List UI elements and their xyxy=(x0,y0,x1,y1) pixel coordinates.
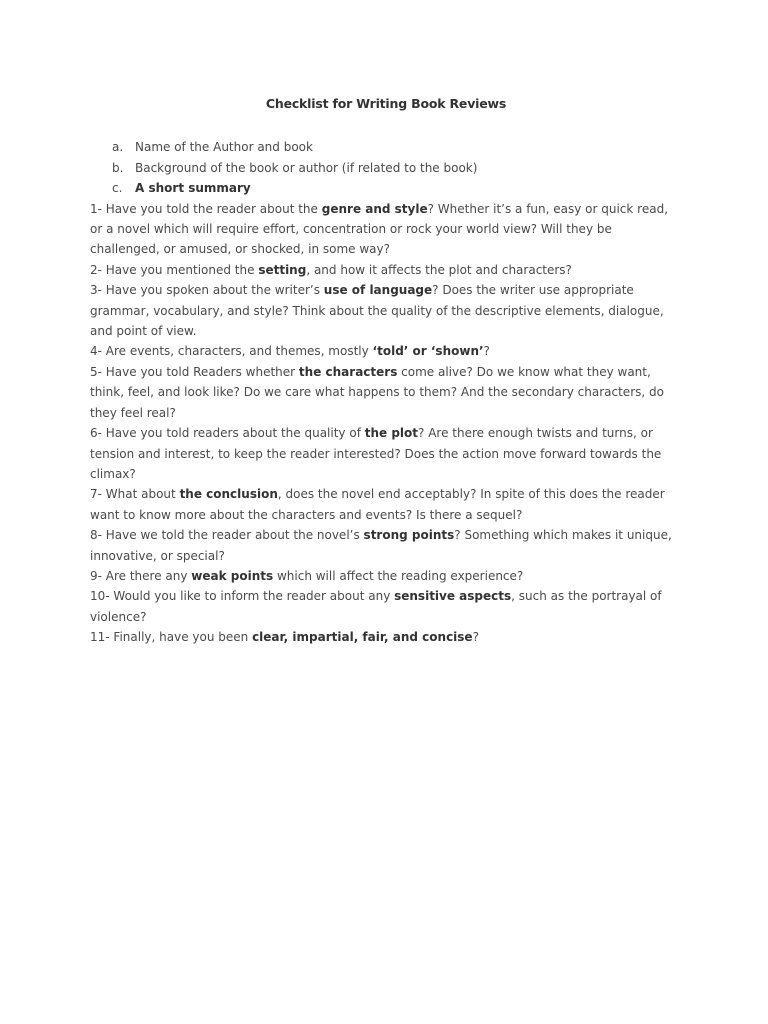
question-text: 7- What about xyxy=(90,487,180,502)
question-text: 10- Would you like to inform the reader about any xyxy=(90,589,395,604)
sub-item-text: Name of the Author and book xyxy=(135,140,313,155)
question-text: 4- Are events, characters, and themes, mostly xyxy=(90,344,373,359)
question-item xyxy=(90,525,682,566)
question-text: 11- Finally, have you been xyxy=(90,630,253,645)
question-item xyxy=(90,280,682,341)
question-text: ? Something which makes it unique, innovative, or special? xyxy=(90,528,672,563)
question-text: ? xyxy=(472,630,479,645)
question-item xyxy=(90,260,682,280)
document-title: Checklist for Writing Book Reviews xyxy=(265,96,507,111)
question-text: , does the novel end acceptably? In spite of this does the reader want to know more about the characters and events? Is there a sequel? xyxy=(90,487,665,522)
question-text: come alive? Do we know what they want, think, feel, and look like? Do we care what happens to them? And the secondary characters, do they feel real? xyxy=(90,364,664,420)
question-text: ? xyxy=(483,344,490,359)
question-item xyxy=(90,423,682,484)
question-text: ? Whether it’s a fun, easy or quick read, or a novel which will require effort, concentration or rock your world view? Will they be challenged, or amused, or shocked, in some way? xyxy=(90,201,669,257)
sub-item-text: A short summary xyxy=(135,181,251,196)
sub-item-list xyxy=(90,137,682,198)
question-item xyxy=(90,566,682,586)
question-text: 2- Have you mentioned the xyxy=(90,262,259,277)
sub-item xyxy=(90,137,682,157)
question-keyword: the conclusion xyxy=(179,487,278,502)
question-keyword: clear, impartial, fair, and concise xyxy=(252,630,473,645)
question-text: , and how it affects the plot and characters? xyxy=(306,262,572,277)
question-item xyxy=(90,362,682,423)
question-text: 1- Have you told the reader about the xyxy=(90,201,322,216)
question-item xyxy=(90,586,682,627)
sub-item xyxy=(90,158,682,178)
question-keyword: weak points xyxy=(191,568,274,583)
question-item xyxy=(90,484,682,525)
question-item xyxy=(90,199,682,260)
question-keyword: the plot xyxy=(364,426,419,441)
question-text: 6- Have you told readers about the quality of xyxy=(90,426,365,441)
question-text: 5- Have you told Readers whether xyxy=(90,364,299,379)
question-text: 9- Are there any xyxy=(90,568,192,583)
sub-item-marker: b. xyxy=(112,160,124,175)
sub-item-marker: c. xyxy=(112,181,123,196)
question-item xyxy=(90,341,682,361)
question-text: , such as the portrayal of violence? xyxy=(90,589,662,624)
question-keyword: the characters xyxy=(298,364,398,379)
question-text: 3- Have you spoken about the writer’s xyxy=(90,283,324,298)
question-text: 8- Have we told the reader about the novel’s xyxy=(90,528,364,543)
question-item xyxy=(90,627,682,647)
question-list xyxy=(90,199,682,648)
question-keyword: genre and style xyxy=(321,201,428,216)
question-keyword: sensitive aspects xyxy=(394,589,512,604)
question-keyword: strong points xyxy=(363,528,455,543)
document-content xyxy=(90,94,682,648)
sub-item-text: Background of the book or author (if related to the book) xyxy=(135,160,478,175)
question-keyword: ‘told’ or ‘shown’ xyxy=(372,344,484,359)
question-text: ? Are there enough twists and turns, or tension and interest, to keep the reader interested? Does the action move forward towards the climax? xyxy=(90,426,662,481)
question-text: which will affect the reading experience? xyxy=(273,568,524,583)
sub-item-marker: a. xyxy=(112,140,124,155)
question-keyword: use of language xyxy=(323,283,433,298)
question-keyword: setting xyxy=(258,262,307,277)
sub-item xyxy=(90,178,682,198)
question-text: ? Does the writer use appropriate grammar, vocabulary, and style? Think about the quality of the descriptive elements, dialogue, and point of view. xyxy=(90,283,664,339)
